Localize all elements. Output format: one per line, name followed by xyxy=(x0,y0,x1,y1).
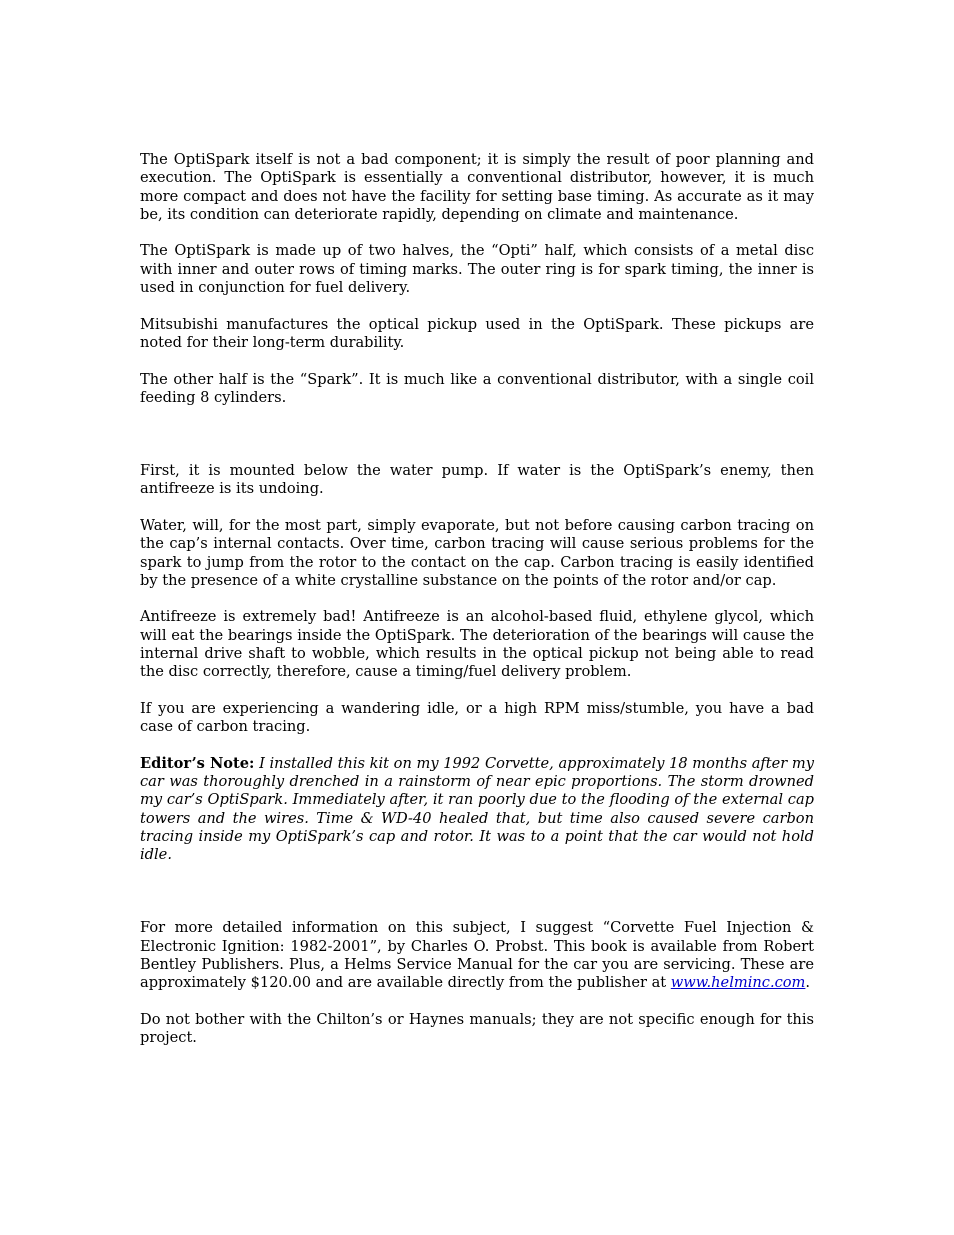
section-gap xyxy=(140,425,814,462)
helminc-link[interactable]: www.helminc.com xyxy=(670,974,806,992)
section-gap xyxy=(140,883,814,920)
paragraph-opti-half: The OptiSpark is made up of two halves, the “Opti” half, which consists of a metal disc with inner and outer rows of timing marks. The outer ring is for spark timing, the inner is used in conjunction for fuel delivery. xyxy=(140,242,814,297)
paragraph-symptoms: If you are experiencing a wandering idle, or a high RPM miss/stumble, you have a bad case of carbon tracing. xyxy=(140,699,814,736)
further-reading-text: For more detailed information on this subject, I suggest “Corvette Fuel Injection & Electronic Ignition: 1982-2001”, by Charles O. Probst. This book is available from Robert Bentley Publishers. Plus, a Helms Service Manual for the car you are servicing. These are approximately $120.00 and are available directly from the publisher at xyxy=(140,919,814,992)
paragraph-water-pump: First, it is mounted below the water pump. If water is the OptiSpark’s enemy, then antifreeze is its undoing. xyxy=(140,462,814,498)
paragraph-carbon-tracing: Water, will, for the most part, simply evaporate, but not before causing carbon tracing on the cap’s internal contacts. Over time, carbon tracing will cause serious problems for the spark to jump from the rotor to the contact on the cap. Carbon tracing is easily identified by the presence of a white crystalline substance on the points of the rotor and/or cap. xyxy=(140,516,814,589)
paragraph-optispark-overview: The OptiSpark itself is not a bad component; it is simply the result of poor planning and execution. The OptiSpark is essentially a conventional distributor, however, it is much more compact and does not have the facility for setting base timing. As accurate as it may be, its condition can deteriorate rapidly, depending on climate and maintenance. xyxy=(140,151,814,223)
further-reading-end: . xyxy=(805,974,811,992)
editors-note-label: Editor’s Note: xyxy=(140,754,255,772)
paragraph-spark-half: The other half is the “Spark”. It is much like a conventional distributor, with a single coil feeding 8 cylinders. xyxy=(140,370,814,406)
editors-note-text: I installed this kit on my 1992 Corvette, approximately 18 months after my car was thoroughly drenched in a rainstorm of near epic proportions. The storm drowned my car’s OptiSpark. Immediately after, it ran poorly due to the flooding of the external cap towers and the wires. Time & WD-40 healed that, but time also caused severe carbon tracing inside my OptiSpark’s cap and rotor. It was to a point that the car would not hold idle. xyxy=(140,754,815,864)
paragraph-optical-pickup: Mitsubishi manufactures the optical pickup used in the OptiSpark. These pickups are noted for their long-term durability. xyxy=(140,315,814,351)
document-body xyxy=(140,151,814,1066)
paragraph-manuals-warning: Do not bother with the Chilton’s or Haynes manuals; they are not specific enough for this project. xyxy=(140,1010,814,1047)
editors-note xyxy=(140,755,814,865)
paragraph-further-reading xyxy=(140,919,814,992)
paragraph-antifreeze: Antifreeze is extremely bad! Antifreeze is an alcohol-based fluid, ethylene glycol, which will eat the bearings inside the OptiSpark. The deterioration of the bearings will cause the internal drive shaft to wobble, which results in the optical pickup not being able to read the disc correctly, therefore, cause a timing/fuel delivery problem. xyxy=(140,608,814,681)
